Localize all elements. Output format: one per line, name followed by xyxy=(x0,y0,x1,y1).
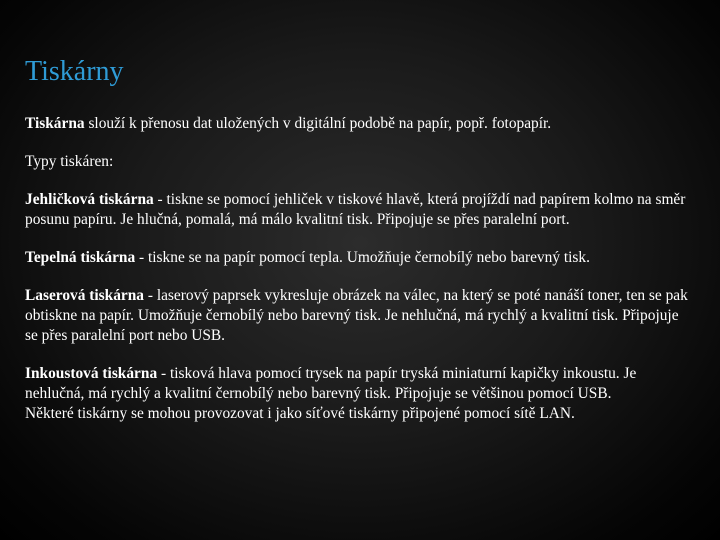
printer-type-term: Tepelná tiskárna xyxy=(25,249,136,266)
printer-type-inkjet xyxy=(25,364,695,404)
intro-paragraph xyxy=(25,114,695,134)
intro-text: slouží k přenosu dat uložených v digitální podobě na papír, popř. fotopapír. xyxy=(84,115,552,132)
slide-title: Tiskárny xyxy=(25,56,124,87)
printer-type-dot-matrix xyxy=(25,190,695,230)
printer-type-thermal xyxy=(25,248,695,268)
printer-type-term: Jehličková tiskárna xyxy=(25,191,154,208)
printer-type-description: - tisková hlava pomocí trysek na papír tryská miniaturní kapičky inkoustu. Je nehlučná, má rychlý a kvalitní černobílý nebo barevný tisk. Připojuje se většinou pomocí USB. xyxy=(25,365,637,402)
printer-type-description: - laserový paprsek vykresluje obrázek na válec, na který se poté nanáší toner, ten se pak obtiskne na papír. Umožňuje černobílý nebo barevný tisk. Je nehlučná, má rychlý a kvalitní tisk. Připojuje se přes paralelní port nebo USB. xyxy=(25,287,688,344)
slide-content xyxy=(25,114,695,424)
printer-type-term: Laserová tiskárna xyxy=(25,287,144,304)
closing-paragraph: Některé tiskárny se mohou provozovat i jako síťové tiskárny připojené pomocí sítě LAN. xyxy=(25,405,575,422)
printer-type-term: Inkoustová tiskárna xyxy=(25,365,158,382)
printer-type-description: - tiskne se na papír pomocí tepla. Umožňuje černobílý nebo barevný tisk. xyxy=(135,249,590,266)
printer-type-description: - tiskne se pomocí jehliček v tiskové hlavě, která projíždí nad papírem kolmo na směr posunu papíru. Je hlučná, pomalá, má málo kvalitní tisk. Připojuje se přes paralelní port. xyxy=(25,191,686,228)
printer-type-laser xyxy=(25,286,695,346)
intro-term: Tiskárna xyxy=(25,115,85,132)
types-heading: Typy tiskáren: xyxy=(25,153,114,170)
